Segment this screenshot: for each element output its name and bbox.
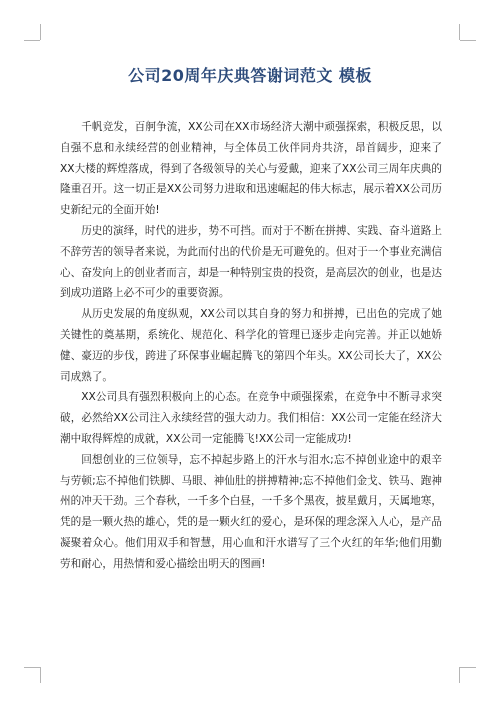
paragraph-2: 历史的演绎，时代的进步，势不可挡。而对于不断在拼搏、实践、奋斗道路上不辞劳苦的领导者来说，为此而付出的代价是无可避免的。但对于一个事业充满信心、奋发向上的创业者而言，却是一种特别宝贵的投资，是高层次的创业，也是达到成功道路上必不可少的重要资源。: [60, 224, 442, 300]
document-title: 公司20周年庆典答谢词范文 模板: [128, 66, 372, 85]
paragraph-3: 从历史发展的角度纵观，XX公司以其自身的努力和拼搏，已出色的完成了她关键性的奠基期，系统化、规范化、科学化的管理已逐步走向完善。并正以她娇健、豪迈的步伐，跨进了环保事业崛起腾飞的第四个年头。XX公司长大了，XX公司成熟了。: [60, 308, 442, 383]
crop-mark-top-right: [459, 24, 460, 40]
document-body: [60, 117, 442, 575]
paragraph-5: 回想创业的三位领导，忘不掉起步路上的汗水与泪水;忘不掉创业途中的艰辛与劳顿;忘不掉他们铁脚、马眼、神仙肚的拼搏精神;忘不掉他们金戈、铁马、跑神州的冲天干劲。三个春秋，一千多个白昼，一千多个黑夜，披星戴月，天属地寒，凭的是一颗火热的雄心，凭的是一颗火红的爱心，是环保的理念深入人心，是产品凝聚着众心。他们用双手和智慧，用心血和汗水谱写了三个火红的年华;他们用勤劳和耐心，用热情和爱心描绘出明天的图画!: [60, 453, 442, 570]
crop-mark-bottom-left: [24, 667, 40, 668]
crop-mark-bottom-right: [460, 667, 476, 668]
paragraph-1: 千帆竞发，百舸争流，XX公司在XX市场经济大潮中顽强探索，积极反思，以自强不息和永续经营的创业精神，与全体员工伙伴同舟共济，昂首阔步，迎来了XX大楼的辉煌落成，得到了各级领导的关心与爱戴，迎来了XX公司三周年庆典的隆重召开。这一切正是XX公司努力进取和迅速崛起的伟大标志，展示着XX公司历史新纪元的全面开始!: [60, 121, 442, 217]
crop-mark-top-right: [460, 40, 476, 41]
crop-mark-bottom-left: [40, 667, 41, 683]
crop-mark-top-left: [40, 24, 41, 40]
paragraph-4: XX公司具有强烈积极向上的心态。在竞争中顽强探索，在竞争中不断寻求突破，必然给XX公司注入永续经营的强大动力。我们相信：XX公司一定能在经济大潮中取得辉煌的成就，XX公司一定能腾飞!XX公司一定能成功!: [60, 391, 442, 445]
crop-mark-bottom-right: [459, 667, 460, 683]
crop-mark-top-left: [24, 40, 40, 41]
